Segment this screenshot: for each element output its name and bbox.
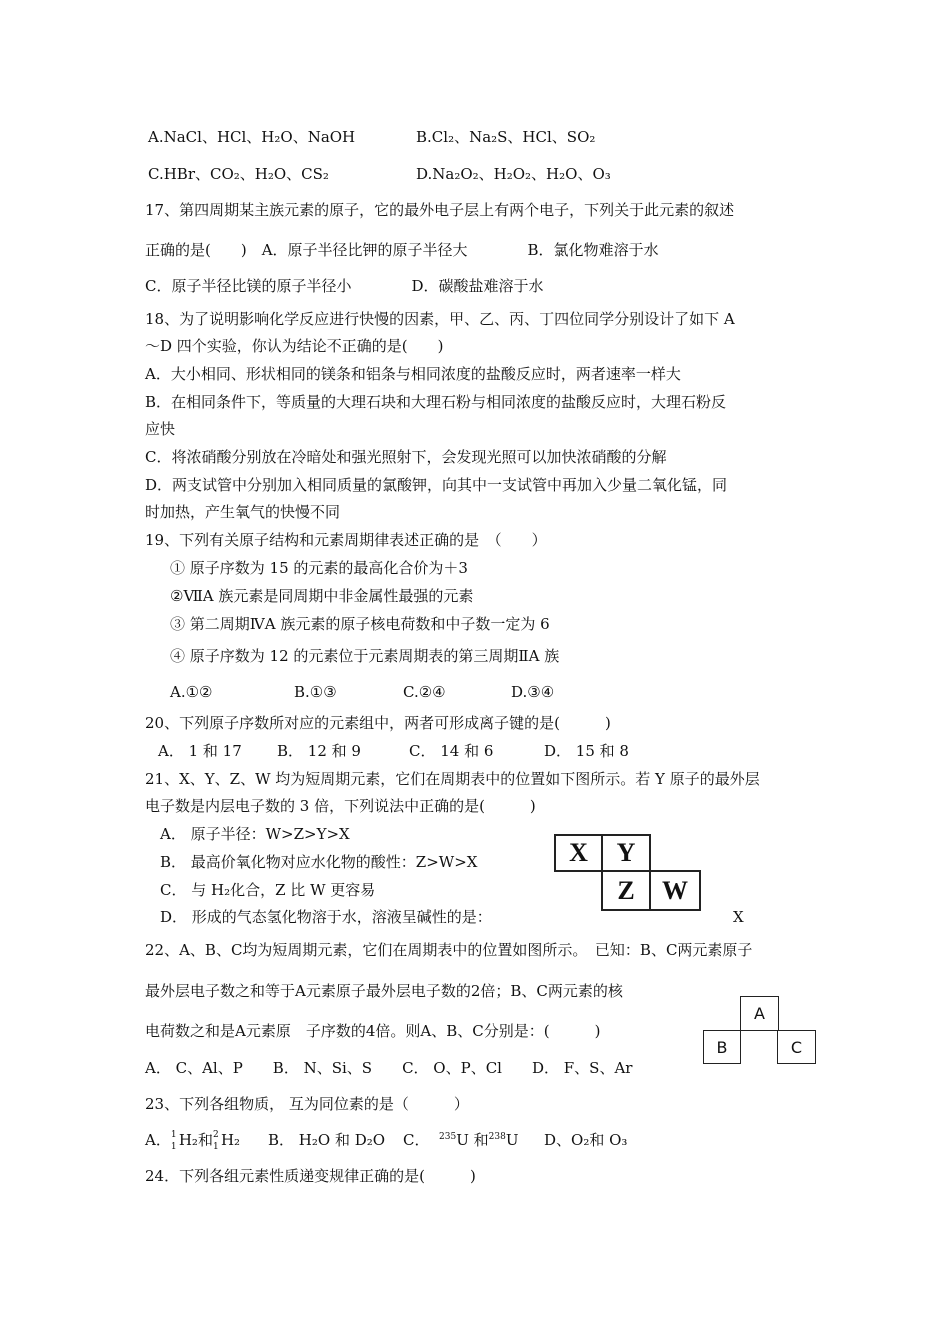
q18-stem-line1: 18、为了说明影响化学反应进行快慢的因素，甲、乙、丙、丁四位同学分别设计了如下 A xyxy=(145,310,735,328)
q18-option-d-line2: 时加热，产生氧气的快慢不同 xyxy=(145,503,341,521)
q16-option-c: C.HBr、CO₂、H₂O、CS₂ xyxy=(148,165,329,183)
q17-stem-line2: 正确的是( ) A．原子半径比钾的原子半径大 B．氯化物难溶于水 xyxy=(145,241,659,259)
q23-option-a: A． 1 1 H₂和 2 1 H₂ xyxy=(145,1130,241,1152)
q19-statement-3: ③ 第二周期ⅣA 族元素的原子核电荷数和中子数一定为 6 xyxy=(170,615,550,633)
q20-option-d: D． 15 和 8 xyxy=(544,742,629,760)
q22-stem-line2: 最外层电子数之和等于A元素原子最外层电子数的2倍；B、C两元素的核 xyxy=(145,982,623,1000)
q18-stem-line2: ～D 四个实验，你认为结论不正确的是( ) xyxy=(145,337,444,355)
q21-option-a: A． 原子半径：W>Z>Y>X xyxy=(160,825,350,843)
q19-stem: 19、下列有关原子结构和元素周期律表述正确的是 （ ） xyxy=(145,531,547,549)
q21-cell-w: W xyxy=(649,870,701,911)
q21-option-c: C． 与 H₂化合，Z 比 W 更容易 xyxy=(160,881,376,899)
q23-stem: 23、下列各组物质， 互为同位素的是（ ） xyxy=(145,1095,469,1113)
q21-option-b: B． 最高价氧化物对应水化物的酸性：Z>W>X xyxy=(160,853,478,871)
q22-cell-b: B xyxy=(703,1030,741,1064)
q17-stem-line1: 17、第四周期某主族元素的原子，它的最外电子层上有两个电子，下列关于此元素的叙述 xyxy=(145,201,735,219)
q19-option-b: B.①③ xyxy=(294,683,337,701)
q16-option-d: D.Na₂O₂、H₂O₂、H₂O、O₃ xyxy=(416,165,611,183)
q22-stem-line3: 电荷数之和是A元素原 子序数的4倍。则A、B、C分别是：( ) xyxy=(145,1022,601,1040)
q23-option-d: D、O₂和 O₃ xyxy=(544,1131,628,1149)
q18-option-c: C．将浓硝酸分别放在冷暗处和强光照射下，会发现光照可以加快浓硝酸的分解 xyxy=(145,448,667,466)
q20-stem: 20、下列原子序数所对应的元素组中，两者可形成离子键的是( ) xyxy=(145,714,611,732)
q19-option-d: D.③④ xyxy=(511,683,555,701)
q16-option-b: B.Cl₂、Na₂S、HCl、SO₂ xyxy=(416,128,596,146)
q19-option-a: A.①② xyxy=(170,683,213,701)
q19-statement-4: ④ 原子序数为 12 的元素位于元素周期表的第三周期ⅡA 族 xyxy=(170,647,560,665)
q22-cell-c: C xyxy=(777,1030,816,1064)
q20-option-a: A． 1 和 17 xyxy=(158,742,242,760)
q19-statement-1: ① 原子序数为 15 的元素的最高化合价为＋3 xyxy=(170,559,468,577)
q23-option-b: B． H₂O 和 D₂O xyxy=(268,1131,386,1149)
q18-option-a: A．大小相同、形状相同的镁条和铝条与相同浓度的盐酸反应时，两者速率一样大 xyxy=(145,365,681,383)
q21-stem-line2: 电子数是内层电子数的 3 倍，下列说法中正确的是( ) xyxy=(145,797,536,815)
q21-cell-x: X xyxy=(554,834,603,872)
q22-options: A． C、Al、P B． N、Si、S C． O、P、Cl D． F、S、Ar xyxy=(145,1059,633,1077)
q22-cell-a: A xyxy=(740,996,779,1031)
q17-options-line: C．原子半径比镁的原子半径小 D．碳酸盐难溶于水 xyxy=(145,277,544,295)
q18-option-d-line1: D．两支试管中分别加入相同质量的氯酸钾，向其中一支试管中再加入少量二氧化锰，同 xyxy=(145,476,728,494)
q20-option-c: C． 14 和 6 xyxy=(409,742,494,760)
q21-stem-line1: 21、X、Y、Z、W 均为短周期元素，它们在周期表中的位置如下图所示。若 Y 原子的最外层 xyxy=(145,770,760,788)
q20-option-b: B． 12 和 9 xyxy=(277,742,361,760)
q18-option-b-line1: B．在相同条件下，等质量的大理石块和大理石粉与相同浓度的盐酸反应时，大理石粉反 xyxy=(145,393,727,411)
q19-statement-2: ②ⅦA 族元素是同周期中非金属性最强的元素 xyxy=(170,587,474,605)
q24-stem: 24．下列各组元素性质递变规律正确的是( ) xyxy=(145,1167,476,1185)
q21-cell-y: Y xyxy=(601,834,651,872)
q19-option-c: C.②④ xyxy=(403,683,446,701)
q22-stem-line1: 22、A、B、C均为短周期元素，它们在周期表中的位置如图所示。 已知：B、C两元素原子 xyxy=(145,941,753,959)
q23-option-c: C． $^{235}$U 和$^{238}$U xyxy=(403,1131,519,1149)
q21-option-d-answer: X xyxy=(733,908,744,926)
q16-option-a: A.NaCl、HCl、H₂O、NaOH xyxy=(148,128,356,146)
q18-option-b-line2: 应快 xyxy=(145,420,176,438)
q21-option-d: D． 形成的气态氢化物溶于水，溶液呈碱性的是： xyxy=(160,908,492,926)
q21-cell-z: Z xyxy=(601,870,651,911)
